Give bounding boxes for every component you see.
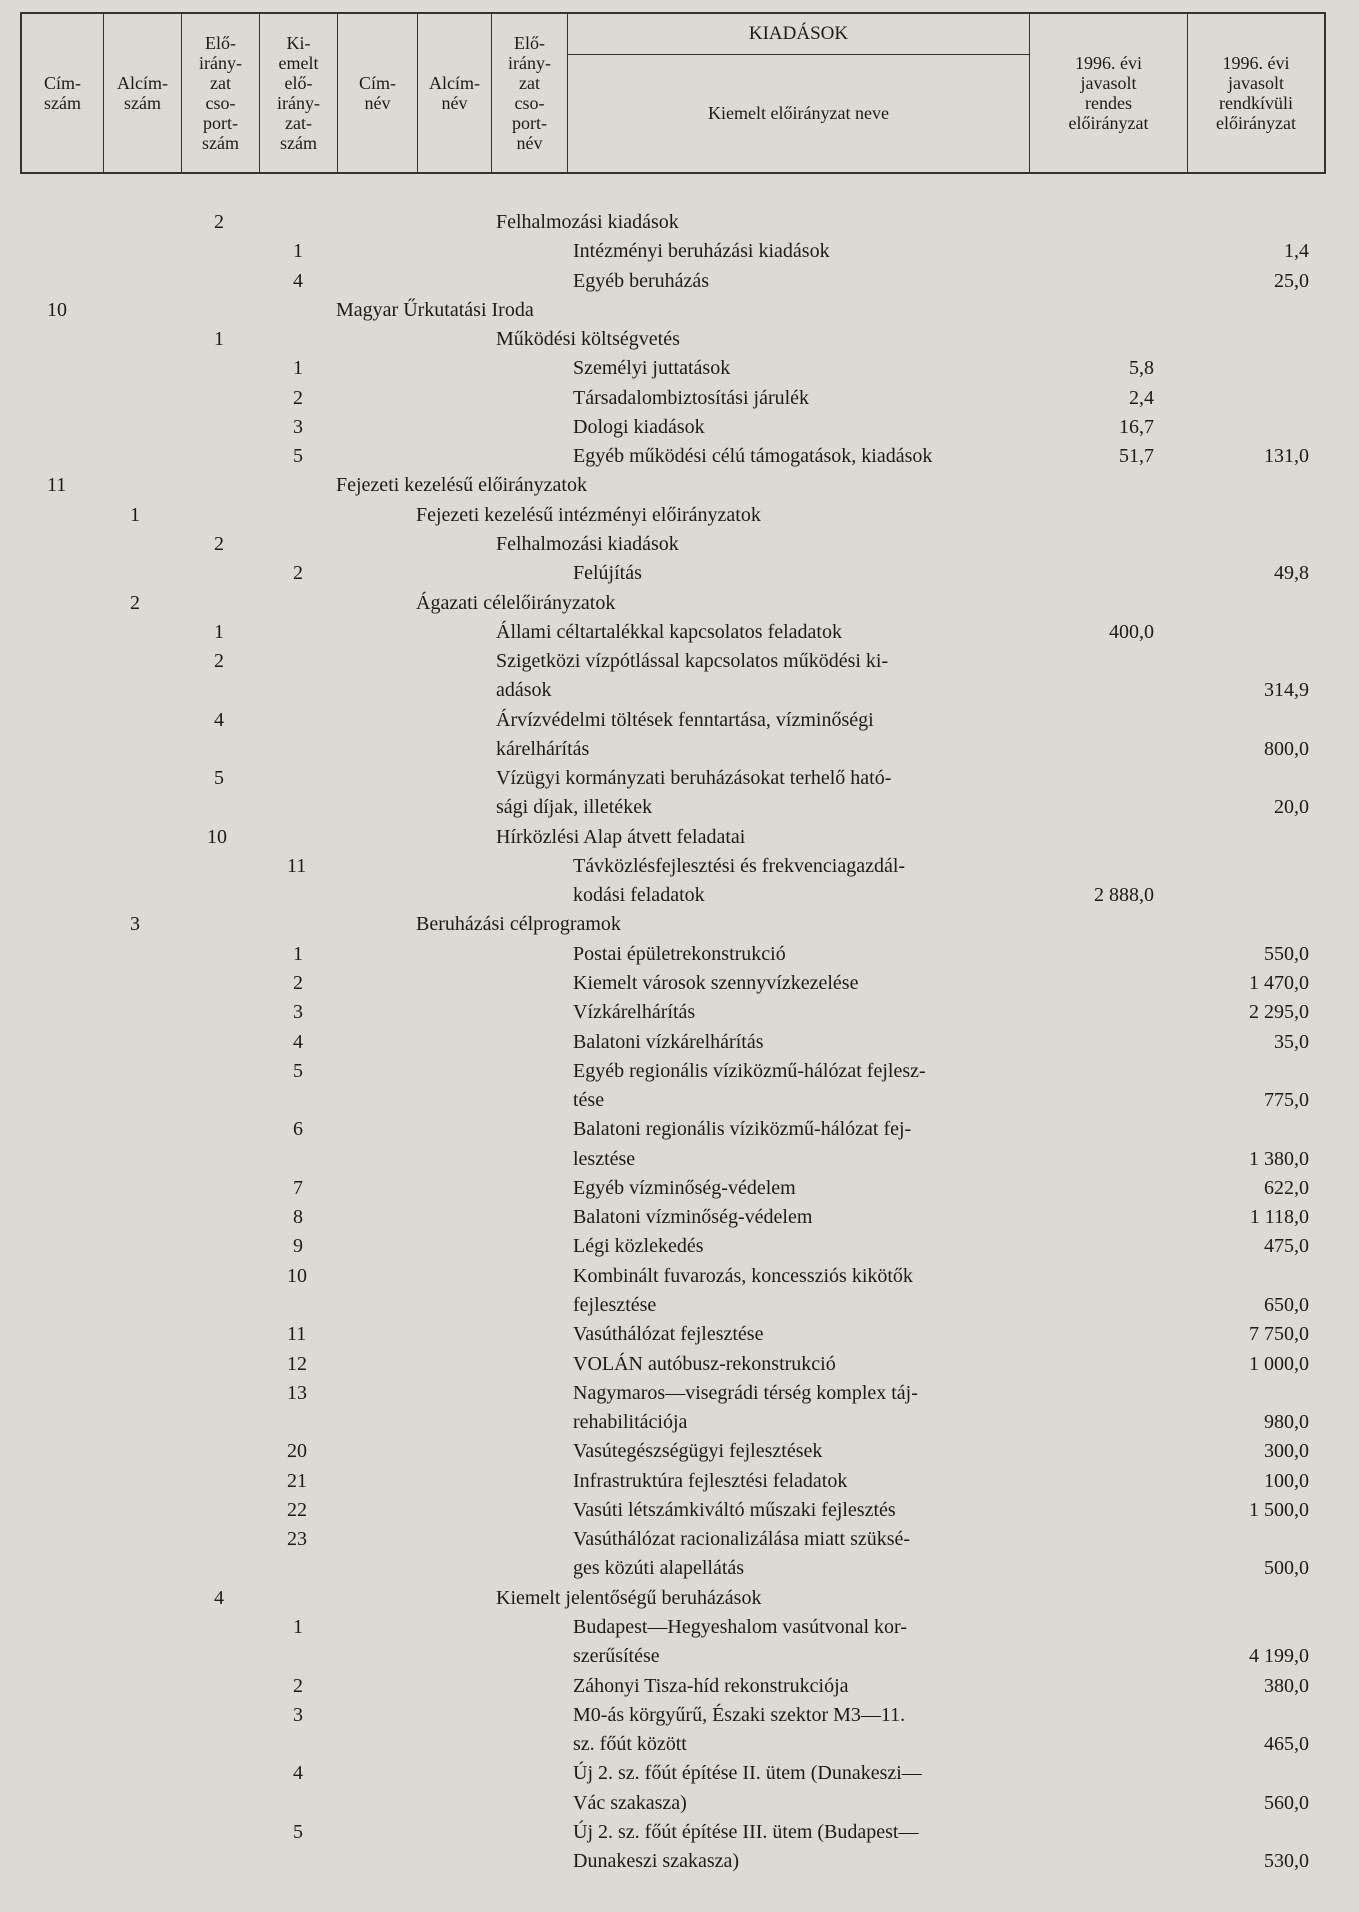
alcim-number: 2 xyxy=(130,591,140,614)
rendkivuli-value: 980,0 xyxy=(1264,1411,1309,1434)
kiemelt-number: 1 xyxy=(293,357,303,380)
header-alcimszam: Alcím- szám xyxy=(104,14,182,172)
header-kiadasok xyxy=(568,14,1030,172)
item-name: Vízügyi kormányzati beruházásokat terhelő ható- xyxy=(496,767,892,790)
cim-number: 11 xyxy=(47,474,67,497)
rendkivuli-value: 560,0 xyxy=(1264,1791,1309,1814)
kiemelt-number: 3 xyxy=(293,415,303,438)
kiemelt-number: 9 xyxy=(293,1235,303,1258)
rendkivuli-value: 380,0 xyxy=(1264,1674,1309,1697)
rendkivuli-value: 20,0 xyxy=(1274,796,1309,819)
rendes-value: 2,4 xyxy=(1129,386,1154,409)
kiemelt-number: 1 xyxy=(293,1615,303,1638)
item-name: tése xyxy=(573,1089,605,1112)
item-name: kodási feladatok xyxy=(573,884,705,907)
item-name: Balatoni vízkárelhárítás xyxy=(573,1030,764,1053)
rendkivuli-value: 650,0 xyxy=(1264,1293,1309,1316)
rendes-value: 2 888,0 xyxy=(1094,884,1154,907)
rendkivuli-value: 1,4 xyxy=(1284,240,1309,263)
rendkivuli-value: 25,0 xyxy=(1274,269,1309,292)
rendkivuli-value: 622,0 xyxy=(1264,1176,1309,1199)
item-name: ges közúti alapellátás xyxy=(573,1557,745,1580)
item-name: Infrastruktúra fejlesztési feladatok xyxy=(573,1469,848,1492)
csoport-number: 1 xyxy=(214,328,224,351)
rendkivuli-value: 500,0 xyxy=(1264,1557,1309,1580)
csoport-number: 1 xyxy=(214,620,224,643)
item-name: Új 2. sz. főút építése III. ütem (Budapest— xyxy=(573,1820,919,1843)
item-name: M0-ás körgyűrű, Északi szektor M3—11. xyxy=(573,1703,906,1726)
header-cimnev: Cím- név xyxy=(338,14,418,172)
item-name: Szigetközi vízpótlással kapcsolatos működési ki- xyxy=(496,650,889,673)
item-name: Működési költségvetés xyxy=(496,328,680,351)
item-name: Árvízvédelmi töltések fenntartása, vízminőségi xyxy=(496,708,874,731)
item-name: Balatoni regionális víziközmű-hálózat fej- xyxy=(573,1118,912,1141)
kiemelt-number: 5 xyxy=(293,1059,303,1082)
item-name: Vízkárelhárítás xyxy=(573,1001,696,1024)
item-name: Nagymaros—visegrádi térség komplex táj- xyxy=(573,1381,918,1404)
item-name: Kiemelt városok szennyvízkezelése xyxy=(573,972,859,995)
item-name: Egyéb beruházás xyxy=(573,269,710,292)
item-name: Budapest—Hegyeshalom vasútvonal kor- xyxy=(573,1615,907,1638)
alcim-number: 3 xyxy=(130,913,140,936)
rendkivuli-value: 300,0 xyxy=(1264,1440,1309,1463)
kiemelt-number: 8 xyxy=(293,1206,303,1229)
header-rendes: 1996. évi javasolt rendes előirányzat xyxy=(1030,14,1188,172)
kiemelt-number: 10 xyxy=(287,1264,307,1287)
kiemelt-number: 5 xyxy=(293,445,303,468)
kiemelt-number: 23 xyxy=(287,1528,307,1551)
item-name: adások xyxy=(496,679,552,702)
item-name: Felhalmozási kiadások xyxy=(496,211,679,233)
item-name: Egyéb vízminőség-védelem xyxy=(573,1176,796,1199)
item-name: Vác szakasza) xyxy=(573,1791,687,1814)
item-name: Kiemelt jelentőségű beruházások xyxy=(496,1586,762,1609)
item-name: Hírközlési Alap átvett feladatai xyxy=(496,825,746,848)
rendkivuli-value: 35,0 xyxy=(1274,1030,1309,1053)
kiemelt-number: 7 xyxy=(293,1176,303,1199)
rendes-value: 400,0 xyxy=(1109,620,1154,643)
kiemelt-number: 4 xyxy=(293,1762,303,1785)
item-name: Társadalombiztosítási járulék xyxy=(573,386,810,409)
kiemelt-number: 2 xyxy=(293,386,303,409)
rendkivuli-value: 1 470,0 xyxy=(1249,972,1309,995)
item-name: kárelhárítás xyxy=(496,737,590,760)
item-name: Légi közlekedés xyxy=(573,1235,704,1258)
item-name: Intézményi beruházási kiadások xyxy=(573,240,830,263)
item-name: szerűsítése xyxy=(573,1645,660,1668)
csoport-number: 4 xyxy=(214,1586,224,1609)
item-name: Fejezeti kezelésű előirányzatok xyxy=(336,474,587,497)
rendkivuli-value: 1 000,0 xyxy=(1249,1352,1309,1375)
kiemelt-number: 2 xyxy=(293,972,303,995)
item-name: Kombinált fuvarozás, koncessziós kikötők xyxy=(573,1264,913,1287)
item-name: Felújítás xyxy=(573,562,642,585)
rendes-value: 5,8 xyxy=(1129,357,1154,380)
header-alcimnev: Alcím- név xyxy=(418,14,492,172)
item-name: Postai épületrekonstrukció xyxy=(573,942,786,965)
kiemelt-number: 11 xyxy=(287,1323,307,1346)
item-name: sz. főút között xyxy=(573,1733,687,1756)
rendkivuli-value: 4 199,0 xyxy=(1249,1645,1309,1668)
item-name: Dologi kiadások xyxy=(573,415,705,438)
table-header xyxy=(20,12,1326,174)
rendkivuli-value: 7 750,0 xyxy=(1249,1323,1309,1346)
rendkivuli-value: 1 500,0 xyxy=(1249,1498,1309,1521)
rendkivuli-value: 49,8 xyxy=(1274,562,1309,585)
item-name: Egyéb regionális víziközmű-hálózat fejlesz- xyxy=(573,1059,926,1082)
kiemelt-number: 3 xyxy=(293,1001,303,1024)
kiemelt-number: 2 xyxy=(293,1674,303,1697)
kiemelt-number: 22 xyxy=(287,1498,307,1521)
item-name: lesztése xyxy=(573,1147,636,1170)
item-name: Beruházási célprogramok xyxy=(416,913,621,936)
item-name: Fejezeti kezelésű intézményi előirányzatok xyxy=(416,503,761,526)
header-csoportnev: Elő- irány- zat cso- port- név xyxy=(492,14,568,172)
kiemelt-number: 13 xyxy=(287,1381,307,1404)
kiemelt-number: 5 xyxy=(293,1820,303,1843)
rendkivuli-value: 100,0 xyxy=(1264,1469,1309,1492)
item-name: VOLÁN autóbusz-rekonstrukció xyxy=(573,1352,836,1375)
item-name: Záhonyi Tisza-híd rekonstrukciója xyxy=(573,1674,849,1697)
csoport-number: 10 xyxy=(207,825,227,848)
header-kiadasok-title: KIADÁSOK xyxy=(568,14,1029,55)
item-name: sági díjak, illetékek xyxy=(496,796,653,819)
item-name: Állami céltartalékkal kapcsolatos feladatok xyxy=(496,620,842,643)
rendes-value: 51,7 xyxy=(1119,445,1154,468)
header-cimszam: Cím- szám xyxy=(22,14,104,172)
item-name: Személyi juttatások xyxy=(573,357,731,380)
item-name: Ágazati célelőirányzatok xyxy=(416,591,616,614)
item-name: Dunakeszi szakasza) xyxy=(573,1850,740,1873)
item-name: fejlesztése xyxy=(573,1293,657,1316)
alcim-number: 1 xyxy=(130,503,140,526)
kiemelt-number: 1 xyxy=(293,942,303,965)
item-name: Egyéb működési célú támogatások, kiadások xyxy=(573,445,933,468)
kiemelt-number: 1 xyxy=(293,240,303,263)
item-name: Új 2. sz. főút építése II. ütem (Dunakeszi— xyxy=(573,1762,922,1785)
rendes-value: 16,7 xyxy=(1119,415,1154,438)
kiemelt-number: 2 xyxy=(293,562,303,585)
item-name: Felhalmozási kiadások xyxy=(496,532,679,555)
rendkivuli-value: 475,0 xyxy=(1264,1235,1309,1258)
csoport-number: 5 xyxy=(214,767,224,790)
item-name: Vasúti létszámkiváltó műszaki fejlesztés xyxy=(573,1498,896,1521)
rendkivuli-value: 131,0 xyxy=(1264,445,1309,468)
rendkivuli-value: 800,0 xyxy=(1264,737,1309,760)
rendkivuli-value: 1 118,0 xyxy=(1249,1206,1309,1229)
rendkivuli-value: 2 295,0 xyxy=(1249,1001,1309,1024)
header-rendkivuli: 1996. évi javasolt rendkívüli előirányzat xyxy=(1216,53,1296,133)
item-name: Magyar Űrkutatási Iroda xyxy=(336,298,534,321)
rendkivuli-value: 530,0 xyxy=(1264,1850,1309,1873)
csoport-number: 2 xyxy=(214,211,224,233)
rendkivuli-value: 775,0 xyxy=(1264,1089,1309,1112)
header-csoportszam: Elő- irány- zat cso- port- szám xyxy=(182,14,260,172)
kiemelt-number: 3 xyxy=(293,1703,303,1726)
kiemelt-number: 4 xyxy=(293,1030,303,1053)
item-name: rehabilitációja xyxy=(573,1411,688,1434)
item-name: Vasúthálózat racionalizálása miatt szüksé- xyxy=(573,1528,911,1551)
kiemelt-number: 21 xyxy=(287,1469,307,1492)
cim-number: 10 xyxy=(47,298,67,321)
item-name: Vasúthálózat fejlesztése xyxy=(573,1323,764,1346)
rendkivuli-value: 550,0 xyxy=(1264,942,1309,965)
csoport-number: 4 xyxy=(214,708,224,731)
rendkivuli-value: 1 380,0 xyxy=(1249,1147,1309,1170)
kiemelt-number: 20 xyxy=(287,1440,307,1463)
item-name: Balatoni vízminőség-védelem xyxy=(573,1206,813,1229)
item-name: Vasútegészségügyi fejlesztések xyxy=(573,1440,823,1463)
header-kiemelt-nev: Kiemelt előirányzat neve xyxy=(708,102,889,123)
kiemelt-number: 12 xyxy=(287,1352,307,1375)
header-kiemeltszam: Ki- emelt elő- irány- zat- szám xyxy=(260,14,338,172)
rendkivuli-value: 314,9 xyxy=(1264,679,1309,702)
item-name: Távközlésfejlesztési és frekvenciagazdál- xyxy=(573,854,906,877)
kiemelt-number: 6 xyxy=(293,1118,303,1141)
csoport-number: 2 xyxy=(214,650,224,673)
kiemelt-number: 11 xyxy=(287,854,307,877)
kiemelt-number: 4 xyxy=(293,269,303,292)
csoport-number: 2 xyxy=(214,532,224,555)
rendkivuli-value: 465,0 xyxy=(1264,1733,1309,1756)
